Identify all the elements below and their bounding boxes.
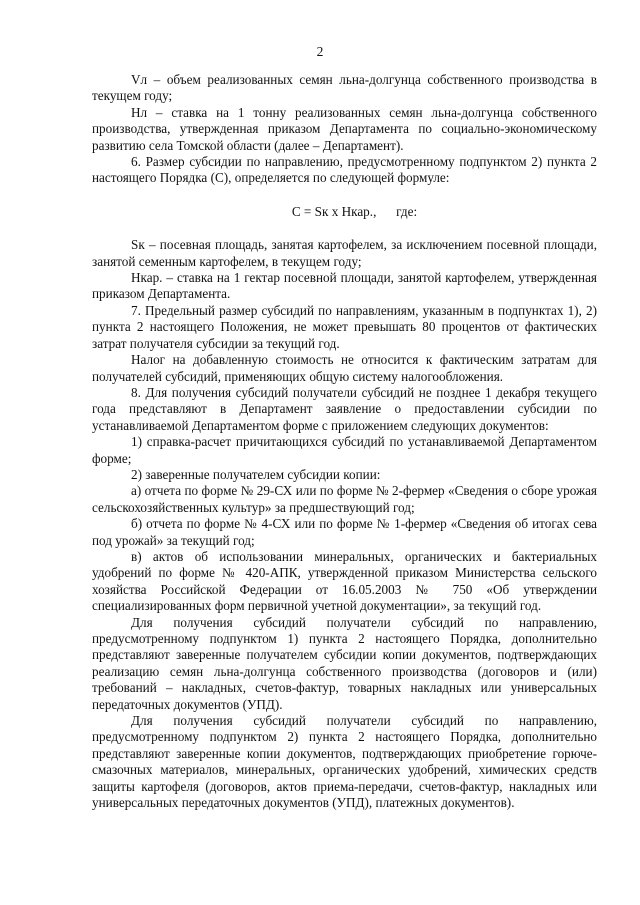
list-item-2: 2) заверенные получателем субсидии копии: xyxy=(131,466,381,482)
page-number: 2 xyxy=(316,44,324,59)
paragraph-potato-documents: Для получения субсидий получатели субсидий по направлению, предусмотренному подпунктом 2) пункта 2 настоящего Порядка, дополнительно представляют заверенные копии документов, подтверждающих приобретение горюче-смазочных материалов, минеральных, органических удобрений, химических средств защиты картофеля (договоров, актов приема-передачи, счетов-фактур, накладных или универсальных передаточных документов (УПД), платежных документов). xyxy=(92,713,597,811)
paragraph-flax-documents: Для получения субсидий получатели субсидий по направлению, предусмотренному подпунктом 1) пункта 2 настоящего Порядка, дополнительно представляют заверенные получателем субсидии копии документов, подтверждающих реализацию семян льна-долгунца собственного производства (договоров и (или) требований – накладных, счетов-фактур, товарных накладных или универсальных передаточных документов (УПД). xyxy=(92,614,597,712)
list-item-2b: б) отчета по форме № 4-СХ или по форме № 1-фермер «Сведения об итогах сева под урожай» за текущий год; xyxy=(92,516,597,548)
paragraph-sk-definition: Sк – посевная площадь, занятая картофелем, за исключением посевной площади, занятой семенным картофелем, в текущем году; xyxy=(92,237,597,269)
paragraph-vl-definition: Vл – объем реализованных семян льна-долгунца собственного производства в текущем году; xyxy=(92,72,597,104)
list-item-1: 1) справка-расчет причитающихся субсидий по устанавливаемой Департаментом форме; xyxy=(92,434,597,466)
paragraph-nkar-definition: Нкар. – ставка на 1 гектар посевной площади, занятой картофелем, утвержденная приказом Департамента. xyxy=(92,270,597,302)
subsidy-formula: С = Sк х Нкар., где: xyxy=(291,203,418,219)
paragraph-nl-definition: Нл – ставка на 1 тонну реализованных семян льна-долгунца собственного производства, утвержденная приказом Департамента по социально-экономическому развитию села Томской области (далее – Департамент). xyxy=(92,104,597,153)
paragraph-item-8: 8. Для получения субсидий получатели субсидий не позднее 1 декабря текущего года представляют в Департамент заявление о предоставлении субсидии по устанавливаемой Департаментом форме с приложением следующих документов: xyxy=(92,384,597,433)
spacer xyxy=(92,187,597,204)
paragraph-item-6: 6. Размер субсидии по направлению, предусмотренному подпунктом 2) пункта 2 настоящего Порядка (С), определяется по следующей формуле: xyxy=(92,154,597,186)
document-body xyxy=(92,72,597,811)
list-item-2a: а) отчета по форме № 29-СХ или по форме № 2-фермер «Сведения о сборе урожая сельскохозяйственных культур» за предшествующий год; xyxy=(92,483,597,515)
list-item-2c: в) актов об использовании минеральных, органических и бактериальных удобрений по форме № 420-АПК, утвержденной приказом Министерства сельского хозяйства Российской Федерации от 16.05.2003 № 750 «Об утверждении специализированных форм первичной учетной документации», за текущий год. xyxy=(92,548,597,614)
paragraph-vat-note: Налог на добавленную стоимость не относится к фактическим затратам для получателей субсидий, применяющих общую систему налогообложения. xyxy=(92,352,597,384)
paragraph-item-7: 7. Предельный размер субсидий по направлениям, указанным в подпунктах 1), 2) пункта 2 настоящего Положения, не может превышать 80 процентов от фактических затрат получателя субсидии за текущий год. xyxy=(92,302,597,351)
spacer xyxy=(92,220,597,237)
